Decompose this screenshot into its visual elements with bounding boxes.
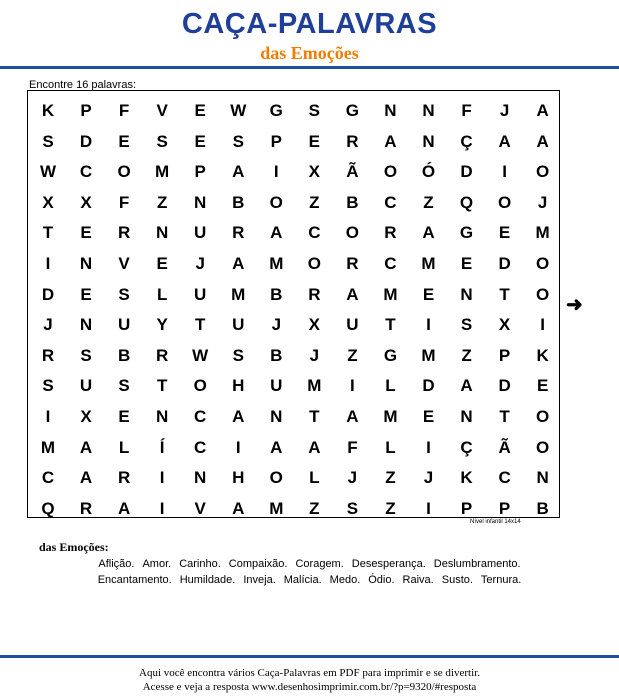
grid-letter[interactable]: D [79, 131, 93, 151]
grid-letter[interactable]: W [39, 162, 57, 182]
grid-letter[interactable]: E [80, 284, 92, 304]
grid-letter[interactable]: C [194, 437, 207, 457]
grid-letter[interactable]: I [159, 498, 165, 518]
word-item: Ternura. [480, 574, 522, 586]
grid-letter[interactable]: D [498, 254, 511, 273]
grid-letter[interactable]: N [194, 192, 207, 212]
grid-letter[interactable]: L [309, 468, 320, 488]
grid-letter[interactable]: R [384, 223, 397, 243]
grid-letter[interactable]: C [41, 468, 55, 488]
grid-letter[interactable]: A [79, 437, 93, 457]
grid-letter[interactable]: S [460, 315, 473, 335]
grid-letter[interactable]: L [385, 376, 396, 396]
grid-letter[interactable]: X [80, 192, 92, 212]
grid-letter[interactable]: O [536, 162, 550, 182]
grid-letter[interactable]: E [308, 131, 321, 151]
grid-letter[interactable]: A [460, 376, 473, 396]
word-item: Ódio. [368, 574, 395, 586]
grid-letter[interactable]: I [45, 254, 51, 273]
grid-letter[interactable]: M [269, 498, 284, 518]
grid-letter[interactable]: A [422, 223, 435, 243]
grid-letter[interactable]: N [422, 131, 435, 151]
grid-letter[interactable]: O [193, 376, 207, 396]
grid-letter[interactable]: D [41, 284, 55, 304]
grid-letter[interactable]: Ç [460, 131, 473, 151]
grid-letter[interactable]: U [232, 315, 245, 335]
grid-letter[interactable]: N [156, 223, 169, 243]
grid-letter[interactable]: M [155, 162, 170, 182]
grid-letter[interactable]: X [308, 315, 321, 335]
grid-letter[interactable]: I [426, 437, 431, 457]
grid-letter[interactable]: B [536, 498, 549, 518]
grid-letter[interactable]: R [308, 284, 321, 304]
top-divider [0, 66, 619, 69]
grid-letter[interactable]: T [385, 315, 396, 335]
grid-letter[interactable]: U [194, 284, 207, 304]
grid-letter[interactable]: I [159, 468, 165, 488]
grid-letter[interactable]: Q [41, 498, 55, 518]
grid-letter[interactable]: E [194, 131, 206, 151]
grid-letter[interactable]: A [536, 101, 549, 120]
grid-letter[interactable]: R [117, 468, 131, 488]
grid-letter[interactable]: J [423, 468, 434, 488]
grid-letter[interactable]: I [502, 162, 507, 182]
grid-letter[interactable]: R [41, 345, 55, 365]
grid-letter[interactable]: M [307, 376, 322, 396]
grid-letter[interactable]: D [460, 162, 473, 182]
grid-letter[interactable]: K [41, 101, 55, 120]
grid-letter[interactable]: W [230, 101, 247, 120]
grid-letter[interactable]: M [231, 284, 246, 304]
grid-letter[interactable]: C [498, 468, 511, 488]
grid-letter[interactable]: E [460, 254, 473, 273]
word-item: Aflição. [98, 558, 135, 570]
grid-letter[interactable]: D [422, 376, 435, 396]
grid-letter[interactable]: J [499, 101, 510, 120]
grid-letter[interactable]: M [383, 284, 398, 304]
grid-letter[interactable]: N [460, 407, 473, 426]
grid-letter[interactable]: Ã [346, 162, 359, 182]
grid-letter[interactable]: G [269, 101, 283, 120]
grid-letter[interactable]: T [42, 223, 54, 243]
word-list-row-1 [0, 558, 619, 570]
word-search-grid [27, 90, 560, 518]
grid-letter[interactable]: Í [159, 437, 165, 457]
grid-letter[interactable]: M [421, 254, 436, 273]
grid-letter[interactable]: A [117, 498, 131, 518]
word-item: Compaixão. [228, 558, 288, 570]
grid-letter[interactable]: I [540, 315, 545, 335]
word-item: Medo. [329, 574, 361, 586]
word-list-row-2 [0, 574, 619, 586]
grid-letter[interactable]: Z [347, 345, 358, 365]
grid-letter[interactable]: P [498, 345, 511, 365]
grid-letter[interactable]: R [346, 254, 359, 273]
grid-letter[interactable]: P [80, 101, 92, 120]
grid-letter[interactable]: N [270, 407, 283, 426]
grid-letter[interactable]: E [422, 407, 435, 426]
grid-letter[interactable]: S [232, 345, 244, 365]
grid-letter[interactable]: R [117, 223, 131, 243]
grid-letter[interactable]: Ç [460, 437, 473, 457]
grid-letter[interactable]: M [535, 223, 550, 243]
grid-letter[interactable]: O [345, 223, 359, 243]
grid-letter[interactable]: G [459, 223, 474, 243]
grid-letter[interactable]: X [42, 192, 54, 212]
grid-letter[interactable]: A [346, 284, 359, 304]
grid-letter[interactable]: R [156, 345, 169, 365]
grid-letter[interactable]: O [117, 162, 131, 182]
grid-letter[interactable]: Z [385, 498, 396, 518]
grid-letter[interactable]: Z [385, 468, 396, 488]
grid-letter[interactable]: G [383, 345, 398, 365]
grid-letter[interactable]: A [536, 131, 549, 151]
grid-letter[interactable]: I [235, 437, 241, 457]
grid-letter[interactable]: B [270, 345, 283, 365]
grid-letter[interactable]: S [346, 498, 359, 518]
grid-letter[interactable]: U [79, 376, 93, 396]
bottom-divider [0, 655, 619, 658]
grid-letter[interactable]: O [497, 192, 512, 212]
grid-letter[interactable]: O [536, 407, 550, 426]
grid-letter[interactable]: Z [156, 192, 168, 212]
grid-letter[interactable]: A [232, 407, 245, 426]
grid-letter[interactable]: V [156, 101, 168, 120]
word-item: Humildade. [179, 574, 236, 586]
footer-line-1: Aqui você encontra vários Caça-Palavras em PDF para imprimir e se divertir. [139, 667, 480, 679]
word-item: Deslumbramento. [433, 558, 521, 570]
grid-letter[interactable]: C [384, 254, 397, 273]
grid-letter[interactable]: Ã [498, 437, 511, 457]
grid-letter[interactable]: N [156, 407, 169, 426]
grid-letter[interactable]: X [80, 407, 92, 426]
grid-letter[interactable]: A [79, 468, 93, 488]
grid-letter[interactable]: E [422, 284, 435, 304]
word-item: Malícia. [283, 574, 322, 586]
grid-letter[interactable]: B [346, 192, 359, 212]
grid-letter[interactable]: A [498, 131, 511, 151]
grid-letter[interactable]: I [350, 376, 355, 396]
grid-letter[interactable]: R [346, 131, 359, 151]
grid-letter[interactable]: N [384, 101, 397, 120]
grid-letter[interactable]: M [421, 345, 436, 365]
grid-letter[interactable]: J [43, 315, 53, 335]
word-item: Inveja. [243, 574, 276, 586]
grid-letter[interactable]: C [79, 162, 93, 182]
grid-letter[interactable]: C [194, 407, 207, 426]
grid-letter[interactable]: H [232, 468, 245, 488]
grid-letter[interactable]: O [269, 192, 283, 212]
grid-letter[interactable]: T [156, 376, 168, 396]
grid-letter[interactable]: N [422, 101, 435, 120]
grid-letter[interactable]: N [536, 468, 549, 488]
grid-letter[interactable]: M [269, 254, 284, 273]
grid-letter[interactable]: A [346, 407, 359, 426]
grid-letter[interactable]: F [461, 101, 472, 120]
grid-letter[interactable]: K [536, 345, 549, 365]
grid-letter[interactable]: Z [423, 192, 434, 212]
grid-letter[interactable]: F [118, 192, 130, 212]
grid-letter[interactable]: G [345, 101, 359, 120]
grid-letter[interactable]: P [460, 498, 473, 518]
grid-letter[interactable]: K [460, 468, 473, 488]
grid-letter[interactable]: S [308, 101, 321, 120]
word-list-title: das Emoções: [39, 540, 109, 554]
grid-letter[interactable]: O [307, 254, 321, 273]
grid-letter[interactable]: E [118, 131, 130, 151]
grid-letter[interactable]: A [232, 254, 245, 273]
grid-letter[interactable]: X [308, 162, 321, 182]
grid-letter[interactable]: S [42, 131, 54, 151]
grid-letter[interactable]: P [194, 162, 206, 182]
grid-letter[interactable]: I [426, 498, 431, 518]
grid-letter[interactable]: F [347, 437, 358, 457]
grid-letter[interactable]: N [460, 284, 473, 304]
word-item: Amor. [142, 558, 172, 570]
instruction-text: Encontre 16 palavras: [29, 79, 137, 91]
grid-letter[interactable]: Z [309, 192, 320, 212]
grid-letter[interactable]: M [383, 407, 398, 426]
grid-letter[interactable]: E [536, 376, 549, 396]
grid-letter[interactable]: O [536, 437, 550, 457]
grid-letter[interactable]: A [270, 223, 283, 243]
grid-letter[interactable]: D [498, 376, 511, 396]
grid-letter[interactable]: J [537, 192, 548, 212]
grid-letter[interactable]: J [195, 254, 205, 273]
grid-letter[interactable]: A [232, 162, 245, 182]
grid-letter[interactable]: T [309, 407, 320, 426]
grid-letter[interactable]: Ó [421, 162, 436, 182]
grid-letter[interactable]: A [384, 131, 397, 151]
arrow-right-icon: ➜ [566, 294, 583, 316]
grid-letter[interactable]: S [80, 345, 92, 365]
grid-letter[interactable]: Z [309, 498, 320, 518]
grid-letter[interactable]: U [346, 315, 359, 335]
footer-line-2: Acesse e veja a resposta www.desenhosimprimir.com.br/?p=9320/#resposta [142, 681, 477, 693]
grid-letter[interactable]: Z [461, 345, 472, 365]
grid-letter[interactable]: O [383, 162, 398, 182]
grid-letter[interactable]: T [194, 315, 206, 335]
grid-letter[interactable]: M [40, 437, 56, 457]
grid-letter[interactable]: B [232, 192, 245, 212]
grid-letter[interactable]: E [498, 223, 511, 243]
grid-letter[interactable]: C [308, 223, 321, 243]
grid-letter[interactable]: Q [459, 192, 474, 212]
word-item: Susto. [441, 574, 473, 586]
grid-letter[interactable]: F [118, 101, 130, 120]
grid-letter[interactable]: I [45, 407, 51, 426]
grid-letter[interactable]: H [232, 376, 245, 396]
level-label: Nível infantil 14x14 [470, 519, 521, 525]
word-item: Desesperança. [351, 558, 426, 570]
grid-letter[interactable]: U [117, 315, 131, 335]
grid-letter[interactable]: V [194, 498, 206, 518]
grid-letter[interactable]: A [232, 498, 245, 518]
grid-letter[interactable]: N [79, 315, 93, 335]
grid-letter[interactable]: U [194, 223, 207, 243]
grid-letter[interactable]: R [79, 498, 93, 518]
grid-letter[interactable]: T [499, 407, 510, 426]
grid-letter[interactable]: O [269, 468, 283, 488]
grid-letter[interactable]: T [499, 284, 510, 304]
grid-letter[interactable]: I [273, 162, 279, 182]
grid-letter[interactable]: B [270, 284, 283, 304]
grid-letter[interactable]: E [118, 407, 130, 426]
grid-letter[interactable]: S [118, 376, 130, 396]
grid-letter[interactable]: O [536, 284, 550, 304]
page-subtitle: das Emoções [260, 43, 359, 63]
grid-letter[interactable]: E [156, 254, 168, 273]
grid-letter[interactable]: R [232, 223, 245, 243]
grid-letter[interactable]: J [309, 345, 320, 365]
grid-letter[interactable]: N [194, 468, 207, 488]
word-item: Raiva. [402, 574, 434, 586]
grid-letter[interactable]: L [156, 284, 168, 304]
grid-letter[interactable]: X [498, 315, 511, 335]
word-item: Coragem. [295, 558, 344, 570]
grid-letter[interactable]: L [118, 437, 130, 457]
grid-letter[interactable]: I [426, 315, 431, 335]
grid-letter[interactable]: A [270, 437, 283, 457]
grid-letter[interactable]: Y [156, 315, 168, 335]
grid-letter[interactable]: S [232, 131, 244, 151]
grid-letter[interactable]: C [384, 192, 397, 212]
grid-letter[interactable]: O [536, 254, 550, 273]
grid-letter[interactable]: V [118, 254, 130, 273]
grid-letter[interactable]: E [194, 101, 206, 120]
grid-letter[interactable]: P [498, 498, 511, 518]
grid-letter[interactable]: S [156, 131, 168, 151]
grid-letter[interactable]: B [117, 345, 131, 365]
grid-letter[interactable]: P [270, 131, 282, 151]
grid-letter[interactable]: L [385, 437, 396, 457]
grid-letter[interactable]: J [271, 315, 282, 335]
grid-letter[interactable]: J [347, 468, 358, 488]
grid-letter[interactable]: W [192, 345, 209, 365]
grid-letter[interactable]: S [118, 284, 130, 304]
page-title: CAÇA-PALAVRAS [181, 8, 438, 40]
grid-letter[interactable]: S [42, 376, 54, 396]
grid-letter[interactable]: U [270, 376, 283, 396]
grid-letter[interactable]: A [308, 437, 321, 457]
grid-letter[interactable]: E [80, 223, 92, 243]
grid-letter[interactable]: N [79, 254, 93, 273]
word-item: Encantamento. [97, 574, 172, 586]
word-item: Carinho. [179, 558, 221, 570]
